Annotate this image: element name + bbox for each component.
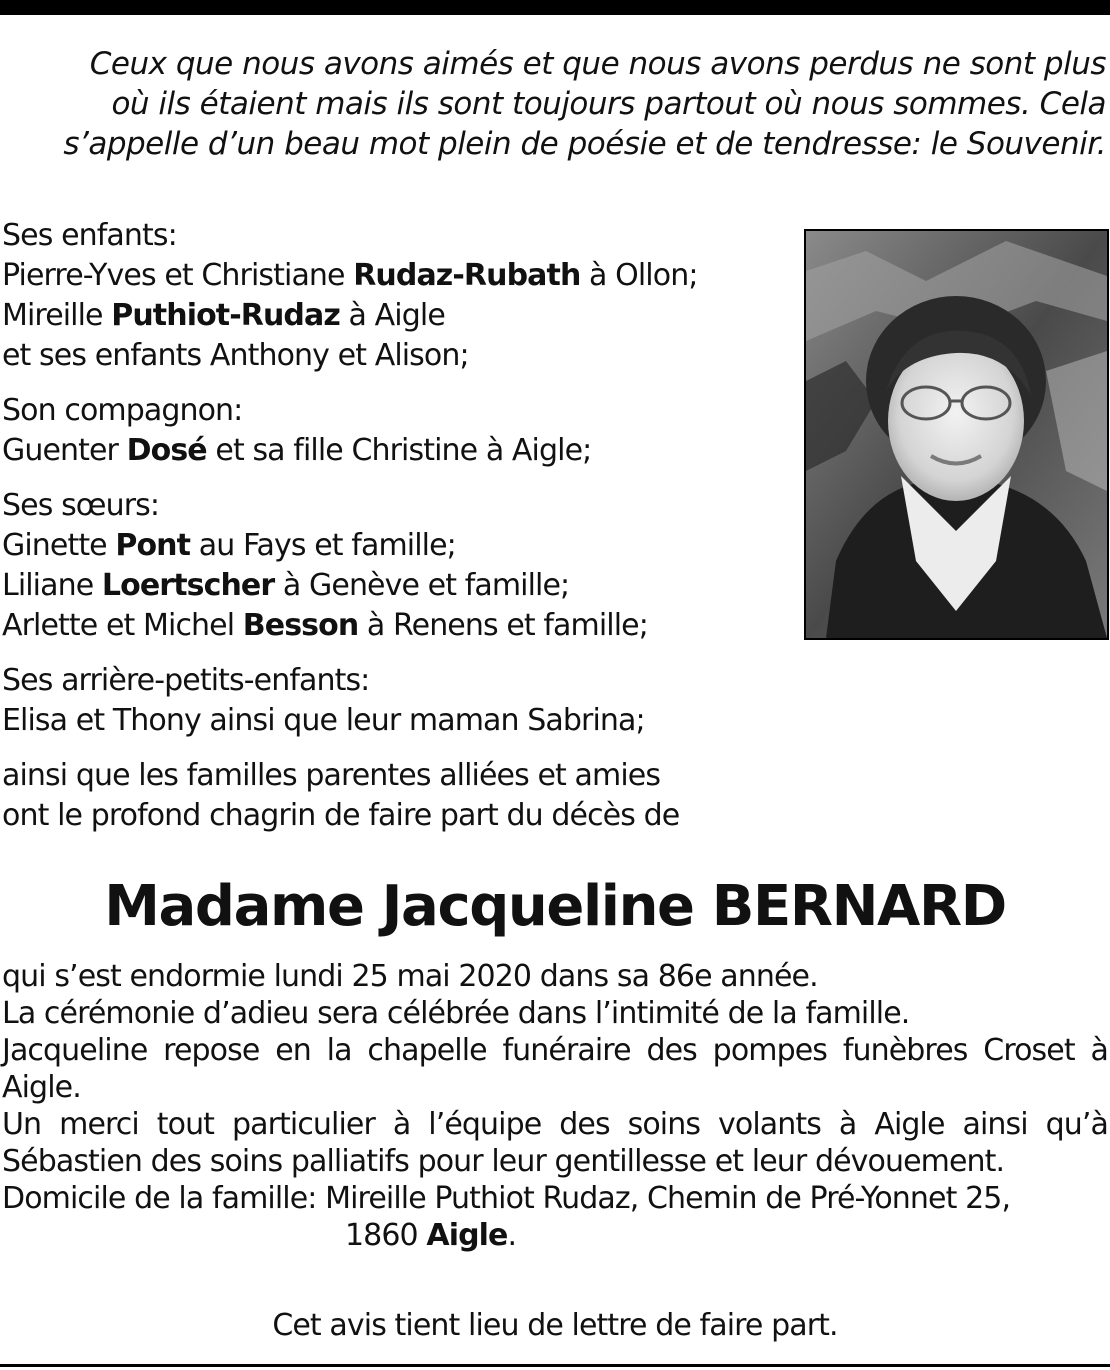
family-line: ainsi que les familles parentes alliées et amies xyxy=(2,758,661,793)
deceased-name: Madame Jacqueline BERNARD xyxy=(104,874,1006,939)
great-grandchildren-group xyxy=(2,661,792,741)
family-line: ont le profond chagrin de faire part du décès de xyxy=(2,798,680,833)
body-line: Un merci tout particulier à l’équipe des soins volants à Aigle ainsi qu’à xyxy=(2,1107,1108,1142)
quote-line: Ceux que nous avons aimés et que nous avons perdus ne sont plus xyxy=(89,46,1106,82)
group-heading: Son compagnon: xyxy=(2,393,243,428)
group-heading: Ses enfants: xyxy=(2,218,177,253)
portrait-photo xyxy=(804,229,1109,640)
group-heading: Ses arrière-petits-enfants: xyxy=(2,663,370,698)
body-line: Sébastien des soins palliatifs pour leur gentillesse et leur dévouement. xyxy=(2,1144,1005,1179)
top-rule xyxy=(0,0,1110,15)
quote-line: où ils étaient mais ils sont toujours partout où nous sommes. Cela xyxy=(111,86,1106,122)
quote-line: s’appelle d’un beau mot plein de poésie et de tendresse: le Souvenir. xyxy=(63,126,1106,162)
address-line: 1860 Aigle. xyxy=(345,1218,517,1253)
group-heading: Ses sœurs: xyxy=(2,488,160,523)
footer-note: Cet avis tient lieu de lettre de faire part. xyxy=(272,1308,838,1343)
notice-body xyxy=(2,958,1108,1254)
family-list xyxy=(2,216,792,851)
family-line: Ginette Pont au Fays et famille; xyxy=(2,528,456,563)
family-line: Mireille Puthiot-Rudaz à Aigle xyxy=(2,298,445,333)
closing-group xyxy=(2,756,792,836)
city: Aigle xyxy=(426,1218,508,1253)
surname: Rudaz-Rubath xyxy=(353,258,581,293)
portrait-image xyxy=(806,231,1107,638)
family-line: Pierre-Yves et Christiane Rudaz-Rubath à Ollon; xyxy=(2,258,698,293)
children-group xyxy=(2,216,792,376)
family-line: Arlette et Michel Besson à Renens et famille; xyxy=(2,608,648,643)
family-line: Liliane Loertscher à Genève et famille; xyxy=(2,568,570,603)
body-line: Jacqueline repose en la chapelle funéraire des pompes funèbres Croset à xyxy=(2,1033,1108,1068)
surname: Besson xyxy=(242,608,359,643)
companion-group xyxy=(2,391,792,471)
body-line: Aigle. xyxy=(2,1070,81,1105)
bottom-rule xyxy=(0,1364,1110,1367)
family-line: et ses enfants Anthony et Alison; xyxy=(2,338,469,373)
family-line: Elisa et Thony ainsi que leur maman Sabrina; xyxy=(2,703,645,738)
surname: Pont xyxy=(115,528,191,563)
sisters-group xyxy=(2,486,792,646)
epigraph-quote xyxy=(26,44,1106,164)
body-line: La cérémonie d’adieu sera célébrée dans l’intimité de la famille. xyxy=(2,996,910,1031)
surname: Puthiot-Rudaz xyxy=(111,298,340,333)
body-line: qui s’est endormie lundi 25 mai 2020 dans sa 86e année. xyxy=(2,959,818,994)
body-line: Domicile de la famille: Mireille Puthiot Rudaz, Chemin de Pré-Yonnet 25, xyxy=(2,1181,1011,1216)
surname: Dosé xyxy=(126,433,207,468)
family-line: Guenter Dosé et sa fille Christine à Aigle; xyxy=(2,433,592,468)
surname: Loertscher xyxy=(101,568,275,603)
